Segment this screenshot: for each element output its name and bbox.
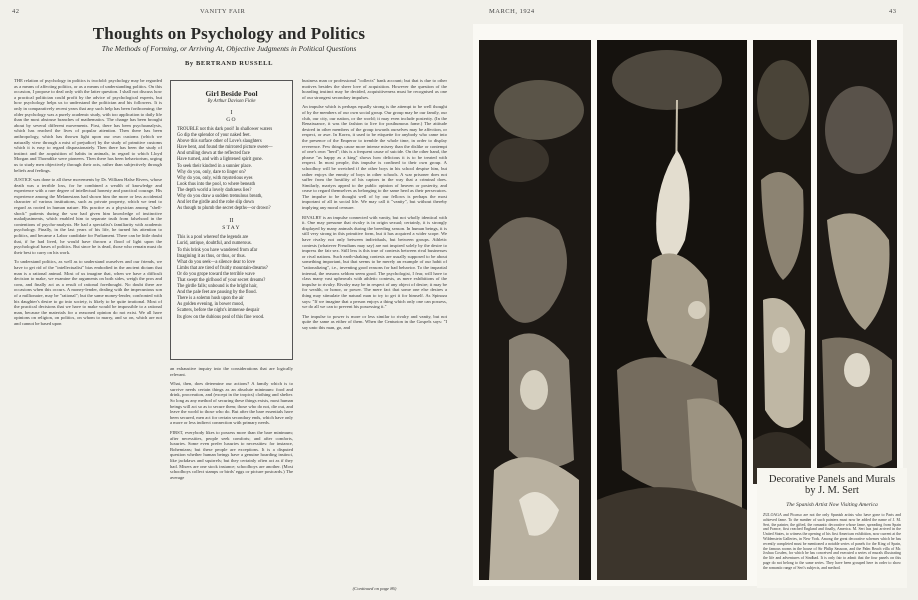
poem-section-number: I	[230, 110, 233, 116]
paragraph: To understand politics, as well as to understand ourselves and our friends, we have to get rid of the "intellectualist" bias embodied in the ancient dictum that man is a rational animal. Most of us imagine that, when we have a difficult decision to make, we examine the arguments on both sides, weigh the pros and cons, and finally act as a result of rational forethought. No doubt there are occasions when this occurs. A money-lender, dealing with the impecunious son of a millionaire, may be "rational"; but the same money-lender, confronted with his daughter's desire to go into society, is likely to be quite irrational. Most of the practical decisions that we have to make would be impossible to a rational man, because the materials for a reasoned opinion do not exist. We all have opinions on religion, on politics, on whom to marry, and so on, which are not and cannot be based upon	[14, 259, 162, 326]
poem-section-title: GO	[226, 117, 237, 123]
poem-line: Imagining it as thus, or thus, or thus.	[177, 253, 246, 259]
poem-line: TROUBLE not this dark pool! In shallower waters	[177, 127, 273, 132]
paragraph: What, then, does determine our actions? A family which is to survive needs certain things as an absolute minimum: food and drink, procreation, and (except in the tropics) clothing and shelter. So long as any method of securing these things exists, most human beings will act so as to secure them; those who do not, die out, and leave the world to those who do. But after the bare essentials have been secured, men act for certain secondary ends, which have only a more or less indirect connection with primary needs.	[170, 381, 293, 426]
paragraph: The impulse to power is more or less similar to rivalry and vanity, but not quite the same as either of them. When the Centurion in the Gospels says: "I say unto this man, go, and	[302, 313, 447, 330]
page-number-left: 42	[12, 8, 20, 15]
continued-note: (Continued on page 86)	[352, 586, 397, 591]
poem-line: The depth world a lovely darkness lies?	[177, 187, 252, 193]
poem-line: This is a pool whereof the legends are	[177, 235, 249, 241]
poem-line: As though to plumb the secret depths—or drown?	[177, 206, 271, 212]
paragraph: THE relation of psychology in politics is twofold: psychology may be regarded as a means of affecting politics, or as a means of understanding politics. On this occasion, I propose to deal only with the latter question. I shall not discuss how a practical politician could profit by the advice of psychological experts, but how psychology helps us to understand the politician and his followers. It is only in comparatively recent years that any such help has been forthcoming; the older psychology was a purely academic study, with too application to daily life than the most abstruse branches of mathematics. The change has been brought about by several different movements. First, there has been psychoanalysis, which has reached the lives of popular attention. Then there has been anthropology, which has thrown light upon our own customs (which we naturally view through a mist of prejudice) by the study of primitive customs which it is easy to regard dispassionately. Then there has been the study of instinct and the acquisition of habits in animals, in regard to which Lloyd Morgan and Thorndike were pioneers. Then there has been behaviorism, urging us to study men objectively through their acts, rather than subjectively through beliefs and feelings.	[14, 78, 162, 173]
poem-line: And smiling down at the reflected face	[177, 151, 250, 157]
mural-panel-3	[753, 40, 811, 484]
mural-panel-1	[479, 40, 591, 580]
article-column-2	[170, 366, 293, 592]
paragraph: an exhaustive inquiry into the considerations that are logically relevant.	[170, 366, 293, 377]
poem-section-number: II	[229, 218, 234, 225]
poem-line: And let the girdle and the robe slip down	[177, 200, 254, 206]
issue-date: MARCH, 1924	[489, 8, 535, 15]
poem-line: Why do you draw a sudden tremulous breath,	[177, 194, 263, 200]
caption-box	[757, 468, 907, 588]
caption-byline: by J. M. Sert	[805, 485, 859, 496]
poem-line: Go dip the splendor of your naked feet.	[177, 133, 251, 139]
poem-line: To this brink you have wandered from afar	[177, 247, 258, 253]
poem-line: Its glow on the dubious peal of this fine wood.	[177, 314, 265, 320]
magazine-header: VANITY FAIR	[200, 8, 246, 15]
paragraph: business man or professional "collects" bank account; but that is due to other motives besides the sheer love of acquisition. However the question of the hoarding instinct may be decided, acquisitiveness must be recognised as one of our strongest secondary impulses.	[302, 78, 447, 100]
mural-panel-3-image	[753, 40, 811, 484]
page-number-right: 43	[889, 8, 897, 15]
poem-author: By Arthur Davison Ficke	[207, 99, 256, 104]
poem-line: Why do you, only, with mysterious eyes	[177, 175, 253, 181]
poem-line: Look thus into the pool, to where beneath	[177, 181, 256, 187]
poem-stanza-2	[177, 235, 286, 320]
mural-panel-2-image	[597, 40, 747, 580]
poem-line: Have bent, and found the mirrored picture sweet—	[177, 145, 273, 151]
caption-body: ZULOAGA and Picasso are not the only Spanish artists who have gone to Paris and achieved fame. To the number of such painters must now be added the name of J. M. Sert, the painter, the gifted, the romantic decorative whose fame, spreading from Spain and France, first reached England and finally, America. M. Sert has just arrived in the United States, to witness the opening of his first American exhibition, now current at the Wildenstein Galleries, in New York. Among the great decorative schemes which he has recently completed must be mentioned a notable series of panels for the King of Spain, the famous rooms in the house of Sir Philip Sassoon, and the Palm Beach villa of Mr. Joshua Cosden, for which he has conceived and executed a series of murals illustrating the life and adventures of Sindbad. It is only fair to admit that the four panels on this page do not belong to the same series. They have been grouped here in order to show the romantic range of Sert's subjects, and method.	[763, 513, 901, 570]
poem-line: Lurid, antique, doubtful, and numerous.	[177, 241, 252, 247]
poem-line: The girdle falls; unbound is the bright hair,	[177, 284, 258, 290]
poem-section-title: STAY	[222, 225, 241, 232]
poem-line: Limbs that are tired of fruitly mountain-dreams?	[177, 265, 268, 271]
article-byline: By BERTRAND RUSSELL	[184, 60, 274, 67]
right-page	[459, 0, 918, 600]
poem-line: To seek their kindred in a sunnier place.	[177, 163, 252, 169]
article-title: Thoughts on Psychology and Politics	[92, 24, 366, 43]
caption-subtitle: The Spanish Artist Now Visiting America	[786, 502, 878, 508]
caption-title: Decorative Panels and Murals	[768, 474, 896, 485]
poem-line: As golden evening, in bower mood,	[177, 302, 245, 308]
paragraph: RIVALRY is an impulse connected with vanity, but not wholly identical with it. One may presume that rivalry is in origin sexual; certainly, it is strongly displayed by many animals during the breeding season. In human beings, it is still very strong in this primitive form, but it has acquired a wider scope. We have rivalry not only between individuals, but between groups. Athletic contests (whatever Freudians may say) are not inspired solely by the desire to impress the fair sex. Still less is this true of contests between rival businesses or rival nations. Such earth-shaking contests are usually supposed to be about something important, but that seems to be merely an example of our habit of "rationalizing", i.e., inventing good reasons for bad behavior. To the impartial internal, the reasons seldom seem good. The psychologist, I fear, will have to class many vast upheavals with athletic contests, as mere exhibitions of the impulse to rivalry. Rivalry may be in respect of any object of desire; it may be for wealth, or honor, or power. The mere fact that some one else desires a thing may stimulate the natural man to try to get it for himself. As Spinoza says: "If we imagine that a person enjoys a thing which only one can possess, we do all we can to prevent his possessing it."	[302, 214, 447, 310]
poem-line: What do you seek—a silence dear to love	[177, 259, 255, 265]
article-column-3	[302, 78, 447, 584]
poem-line: And the pale feet are pausing by the flood.	[177, 290, 257, 296]
paragraph: FIRST, everybody likes to possess more than the bare minimum; after necessities, people seek comforts; and after comforts, luxuries. Some even prefer luxuries to necessities: for instance, Bohemians; but these people are exceptions. It is a disputed question whether human beings have a genuine hoarding instinct, like jackdaws and squirrels; but they certainly often act as if they had. Misers are one stock instance; schoolboys are another. (Most schoolboys collect stamps or birds' eggs or picture postcards.) The average	[170, 429, 293, 480]
poem-line: Have turned, and with a lightened spirit gone.	[177, 157, 263, 163]
article-column-1	[14, 78, 162, 592]
poem-line: Why do you, only, dare to linger on?	[177, 169, 246, 175]
poem-line: That swept the girlhood of your secret dreams?	[177, 277, 266, 283]
poem-title: Girl Beside Pool	[205, 89, 258, 98]
paragraph: JUSTICE was done to all these movements by Dr. William Halse Rivers, whose death was a terrible loss, for he combined a wealth of knowledge and experience with a rare degree of intellectual honesty and practical courage. His experience among the Melanesians had shown him the more or less accidental character of various institutions, such as private property, which we tend to regard as rooted in human nature. His practice as a physician among "shell-shock" patients during the war had given him knowledge of instinctive maladjustments, which enabled him to separate truth from falsehood in the contentions of psycho-analysts. He had a specialist's familiarity with academic psychology. Finally, in the last years of his life, he turned his attention to politics, and became a Labor candidate for Parliament. There can be little doubt that, if he had lived, he would have thrown a flood of light upon the psychological bases of politics. But since he is dead, those who remain must do their best to carry on his work.	[14, 177, 162, 255]
mural-panel-1-image	[479, 40, 591, 580]
poem-line: Scatters, before the night's immense despair	[177, 308, 260, 314]
article-subtitle: The Methods of Forming, or Arriving At, Objective Judgments in Political Questions	[101, 44, 357, 53]
paragraph: An impulse which is perhaps equally strong is the attempt to be well thought of by the members of our own social group. Our group may be our family, our club, our city, our nation, or the world; it may even include posterity. (In the Renaissance, it was the fashion to live for posthumous fame.) The attitude desired in other members of the group towards ourselves may be affection, or respect, or awe. In Korea, it used to be etiquette for anybody who came into the presence of the Emperor to tremble the whole time, in order to display reverence. Few things cause more intense misery than the dislike or contempt of one's own "herd"; this is a frequent cause of suicide. On the other hand, the phrase "as happy as a king" shows how delicious it is to be treated with respect. In most people, this impulse is confined to their own group. A schoolboy will be wretched if the other boys in his school despise him, but rather enjoys the enmity of boys in other schools. A war prisoner does not suffer from the hostility of his captors in the way that a criminal does. Similarly, martyrs appeal to the public opinion of heaven or posterity, and cease to regard themselves as belonging to the same herd as their persecutors. The impulse to be thought well of by our fellows is perhaps the most important of all in social life. We may call it "vanity", but without thereby implying any moral censure.	[302, 104, 447, 211]
mural-panel-2	[597, 40, 747, 580]
poem-line: Above this surface other of Love's slaughters	[177, 139, 262, 145]
poem-line: Or do you grope toward the terrible wave	[177, 271, 255, 277]
poem-stanza-1	[177, 127, 286, 212]
poem-line: There is a solemn hush upon the air	[177, 296, 244, 302]
poem-box	[170, 80, 293, 360]
